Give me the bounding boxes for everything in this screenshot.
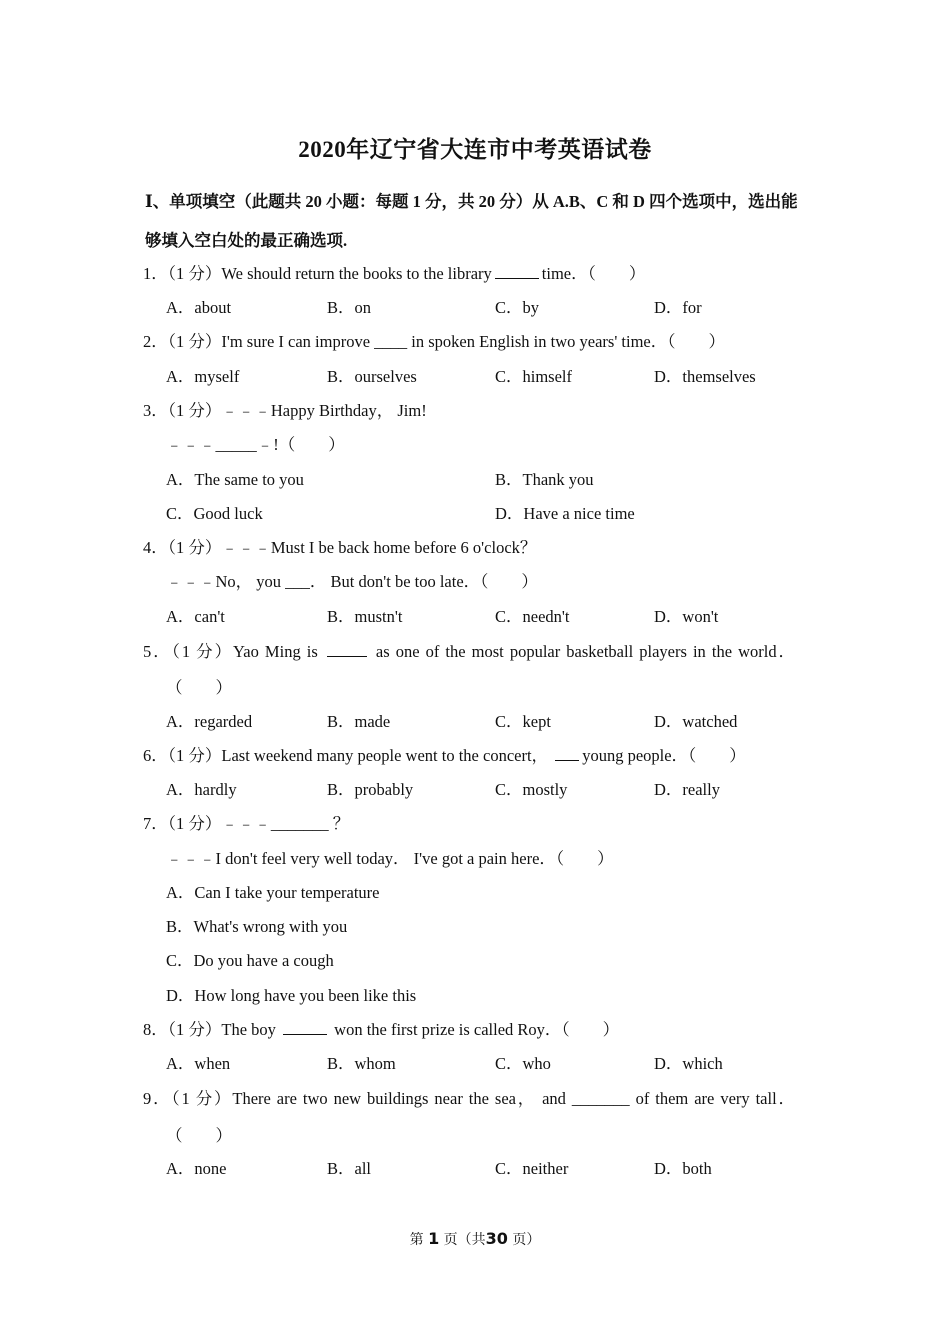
question-number: 7．: [143, 814, 168, 833]
option-d: D．How long have you been like this: [166, 986, 417, 1005]
option-a: A．Can I take your temperature: [166, 883, 380, 902]
answer-blank: [327, 642, 367, 657]
question-number: 1．: [143, 264, 168, 283]
option-b: B．Thank you: [495, 470, 594, 489]
option-c: C．who: [495, 1054, 551, 1073]
question-text: Last weekend many people went to the concert，: [221, 746, 549, 765]
total-page-count: 30: [485, 1229, 508, 1248]
option-b: B．probably: [327, 780, 414, 799]
option-c: C．Do you have a cough: [166, 951, 334, 970]
option-a: A．regarded: [166, 712, 253, 731]
current-page-number: 1: [428, 1229, 440, 1248]
question-text: ﹣﹣﹣Happy Birthday， Jim!: [221, 401, 427, 420]
question-score: （1 分）: [171, 1089, 233, 1108]
question-text: ﹣﹣﹣_______ ？: [221, 814, 350, 833]
option-c: C．mostly: [495, 780, 568, 799]
option-a: A．The same to you: [166, 470, 304, 489]
option-c: C．himself: [495, 367, 572, 386]
option-b: B．all: [327, 1159, 371, 1178]
footer-middle: 页（共: [443, 1232, 486, 1248]
question-score: （1 分）: [167, 746, 222, 765]
footer-prefix: 第: [409, 1232, 424, 1248]
question-text-cont: won the first prize is called Roy．（ ）: [334, 1020, 620, 1039]
option-d: D．Have a nice time: [495, 504, 635, 523]
option-a: A．myself: [166, 367, 240, 386]
question-number: 4．: [143, 538, 168, 557]
option-d: D．both: [654, 1159, 712, 1178]
question-text: There are two new buildings near the sea， and _______ of them are very tall．: [232, 1089, 795, 1108]
footer-suffix: 页）: [512, 1232, 541, 1248]
answer-paren: （ ）: [166, 1126, 232, 1145]
option-a: A．about: [166, 298, 232, 317]
question-5: [143, 638, 795, 662]
question-number: 2．: [143, 332, 168, 351]
section-instruction-line-2: 够填入空白处的最正确选项.: [145, 231, 348, 250]
option-b: B．made: [327, 712, 391, 731]
question-number: 9．: [143, 1089, 172, 1108]
option-b: B．What's wrong with you: [166, 917, 348, 936]
question-1: [143, 260, 645, 284]
page-footer: [0, 1229, 950, 1249]
question-text: The boy: [221, 1020, 276, 1039]
section-instruction-line-1: Ⅰ、单项填空（此题共 20 小题：每题 1 分，共 20 分）从 A.B、C 和 D 四个选项中，选出能: [145, 192, 798, 211]
option-d: D．really: [654, 780, 720, 799]
option-d: D．themselves: [654, 367, 756, 386]
question-text: Yao Ming is: [233, 642, 318, 661]
question-4: [143, 534, 536, 558]
question-3-reply: ﹣﹣﹣_____﹣!（ ）: [166, 435, 345, 454]
option-d: D．watched: [654, 712, 738, 731]
question-score: （1 分）: [167, 332, 222, 351]
question-9: [143, 1085, 795, 1109]
question-7: [143, 810, 349, 834]
question-text-cont: time．（ ）: [541, 264, 646, 283]
option-b: B．on: [327, 298, 372, 317]
question-number: 3．: [143, 401, 168, 420]
option-d: D．for: [654, 298, 702, 317]
question-text-cont: young people．（ ）: [582, 746, 746, 765]
option-b: B．ourselves: [327, 367, 417, 386]
question-score: （1 分）: [167, 814, 222, 833]
answer-blank: [495, 264, 539, 279]
option-d: D．won't: [654, 607, 719, 626]
question-score: （1 分）: [167, 264, 222, 283]
question-text: We should return the books to the library: [221, 264, 492, 283]
option-d: D．which: [654, 1054, 723, 1073]
question-6: [143, 742, 746, 766]
question-number: 5．: [143, 642, 172, 661]
question-number: 6．: [143, 746, 168, 765]
option-a: A．can't: [166, 607, 225, 626]
question-text-cont: as one of the most popular basketball players in the world．: [375, 642, 796, 661]
answer-blank: [555, 746, 579, 761]
option-c: C．neither: [495, 1159, 569, 1178]
option-a: A．when: [166, 1054, 231, 1073]
question-3: [143, 397, 427, 421]
option-c: C．needn't: [495, 607, 570, 626]
question-text: I'm sure I can improve ____ in spoken English in two years' time．（ ）: [221, 332, 725, 351]
option-c: C．by: [495, 298, 540, 317]
question-score: （1 分）: [167, 401, 222, 420]
page-title: 2020年辽宁省大连市中考英语试卷: [298, 137, 652, 162]
option-a: A．hardly: [166, 780, 237, 799]
question-8: [143, 1016, 619, 1040]
answer-blank: [283, 1020, 327, 1035]
option-b: B．whom: [327, 1054, 396, 1073]
question-text: ﹣﹣﹣Must I be back home before 6 o'clock？: [221, 538, 537, 557]
answer-paren: （ ）: [166, 678, 232, 697]
question-score: （1 分）: [171, 642, 234, 661]
question-number: 8．: [143, 1020, 168, 1039]
question-score: （1 分）: [167, 538, 222, 557]
option-a: A．none: [166, 1159, 227, 1178]
question-4-reply: ﹣﹣﹣No， you ___． But don't be too late．（ ）: [166, 572, 538, 591]
question-2: [143, 328, 725, 352]
option-b: B．mustn't: [327, 607, 403, 626]
question-score: （1 分）: [167, 1020, 222, 1039]
option-c: C．kept: [495, 712, 551, 731]
question-7-reply: ﹣﹣﹣I don't feel very well today． I've got a pain here．（ ）: [166, 849, 614, 868]
option-c: C．Good luck: [166, 504, 263, 523]
